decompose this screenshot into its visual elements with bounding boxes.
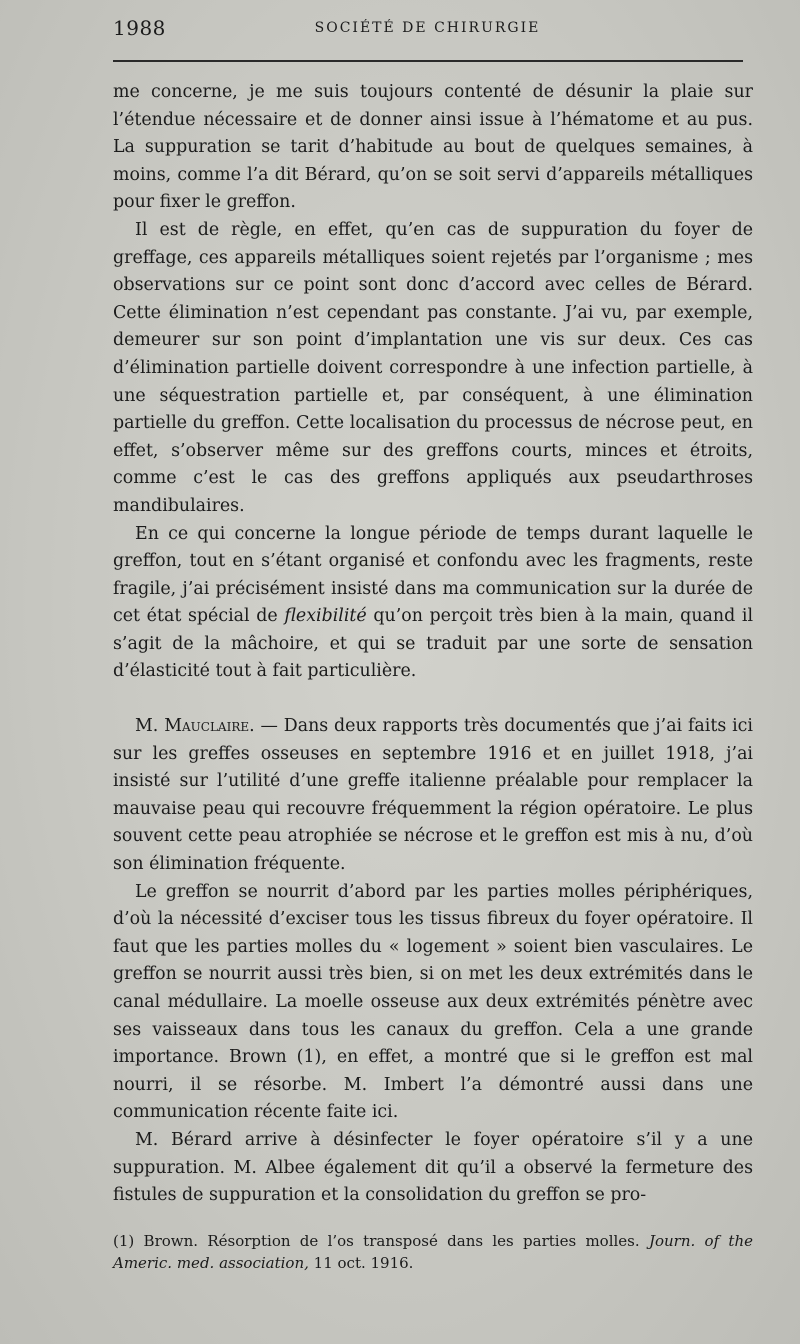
footnote-line [113, 1230, 753, 1274]
paragraph: Il est de règle, en effet, qu’en cas de suppuration du foyer de greffage, ces appareils métalliques soient rejetés par l’organisme ; mes observations sur ce point sont donc d’accord avec celles de Bérard. Cette élimination n’est cependant pas constante. J’ai vu, par exemple, demeurer sur son point d’implantation une vis sur deux. Ces cas d’élimination partielle doivent correspondre à une infection partielle, à une séquestration partielle et, par conséquent, à une élimination partielle du greffon. Cette localisation du processus de nécrose peut, en effet, s’observer même sur des greffons courts, minces et étroits, comme c’est le cas des greffons appliqués aux pseudarthroses mandibulaires. [113, 219, 753, 516]
page-number: 1988 [113, 16, 166, 40]
page-header [113, 16, 742, 50]
footnote-text: (1) Brown. Résorption de l’os transposé dans les parties molles. [113, 1232, 640, 1250]
paragraph: Le greffon se nourrit d’abord par les parties molles périphériques, d’où la nécessité d’exciser tous les tissus fibreux du foyer opératoire. Il faut que les parties molles du « logement » soient bien vasculaires. Le greffon se nourrit aussi très bien, si on met les deux extrémités dans le canal médullaire. La moelle osseuse aux deux extrémités pénètre avec ses vaisseaux dans tous les canaux du greffon. Cela a une grande importance. Brown (1), en effet, a montré que si le greffon est mal nourri, il se résorbe. M. Imbert l’a démontré aussi dans une communication récente faite ici. [113, 881, 753, 1123]
footnote-date: 11 oct. 1916. [313, 1254, 414, 1272]
paragraph-text: En ce qui concerne la longue période de temps durant laquelle le greffon, tout en s’étant organisé et confondu avec les fragments, reste fragile, j’ai précisément insisté dans ma communication sur la durée de cet état spécial de [113, 523, 753, 627]
running-title: SOCIÉTÉ DE CHIRURGIE [314, 20, 541, 36]
paragraph-text: — Dans deux rapports très documentés que j’ai faits ici sur les greffes osseuses en septembre 1916 et en juillet 1918, j’ai insisté sur l’utilité d’une greffe italienne préalable pour remplacer la mauvaise peau qui recouvre fréquemment la région opératoire. Le plus souvent cette peau atrophiée se nécrose et le greffon est mis à nu, d’où son élimination fréquente. [113, 716, 753, 875]
footnote [113, 1230, 753, 1274]
paragraph-continuation: me concerne, je me suis toujours contenté de désunir la plaie sur l’étendue nécessaire et de donner ainsi issue à l’hématome et au pus. La suppuration se tarit d’habitude au bout de quelques semaines, à moins, comme l’a dit Bérard, qu’on se soit servi d’appareils métalliques pour fixer le greffon. [113, 82, 753, 213]
paragraph-text: qu’on perçoit très bien à la main, quand il s’agit de la mâchoire, et qui se traduit par une sorte de sensation d’élasticité tout à fait particulière. [113, 606, 754, 682]
header-rule [113, 60, 743, 62]
paragraph: M. Bérard arrive à désinfecter le foyer opératoire s’il y a une suppuration. M. Albee également dit qu’il a observé la fermeture des fistules de suppuration et la consolidation du greffon se pro- [113, 1129, 753, 1206]
italic-term: flexibilité [284, 606, 367, 627]
body-text [113, 79, 753, 1210]
footnote-journal: Journ. of the Americ. med. association, [113, 1232, 753, 1272]
speaker-paragraph [113, 713, 753, 879]
paragraph [113, 521, 753, 687]
speaker-name: M. Mauclaire. [135, 716, 255, 737]
